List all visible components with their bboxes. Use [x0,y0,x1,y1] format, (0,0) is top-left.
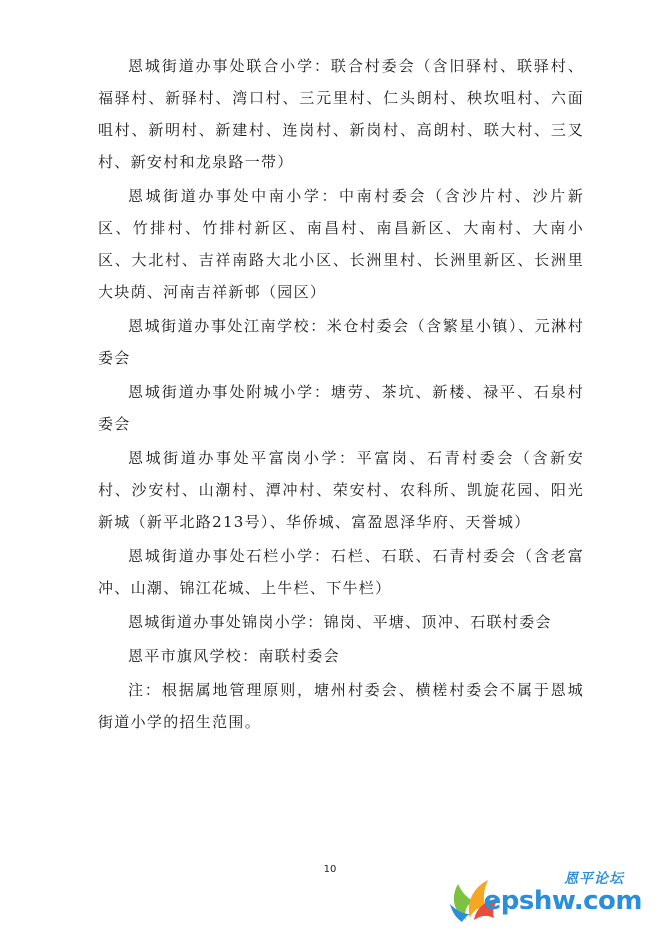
paragraph-qifeng-school: 恩平市旗风学校：南联村委会 [128,647,340,665]
paragraph-lianhe-school: 恩城街道办事处联合小学：联合村委会（含旧驿村、联驿村、福驿村、新驿村、湾口村、三元里村、仁头朗村、秧坎咀村、六面咀村、新明村、新建村、连岗村、新岗村、高朗村、联大村、三叉村、新安村和龙泉路一带） [98,57,584,171]
paragraph-note: 注：根据属地管理原则，塘州村委会、横槎村委会不属于恩城街道小学的招生范围。 [98,681,584,731]
paragraph-pingfugang-school: 恩城街道办事处平富岗小学：平富岗、石青村委会（含新安村、沙安村、山潮村、潭冲村、荣安村、农科所、凯旋花园、阳光新城（新平北路213号）、华侨城、富盈恩泽华府、天誉城） [98,449,584,531]
page-number: 10 [323,864,337,875]
document-body [98,50,584,740]
paragraph-shilan-school: 恩城街道办事处石栏小学：石栏、石联、石青村委会（含老富冲、山潮、锦江花城、上牛栏、下牛栏） [98,547,584,597]
paragraph-jiangnan-school: 恩城街道办事处江南学校：米仓村委会（含繁星小镇）、元淋村委会 [98,317,584,367]
watermark-domain: epshw.com [483,886,642,916]
paragraph-fucheng-school: 恩城街道办事处附城小学：塘劳、茶坑、新楼、禄平、石泉村委会 [98,383,584,433]
site-watermark-logo [436,862,646,926]
paragraph-zhongnan-school: 恩城街道办事处中南小学：中南村委会（含沙片村、沙片新区、竹排村、竹排村新区、南昌村、南昌新区、大南村、大南小区、大北村、吉祥南路大北小区、长洲里村、长洲里新区、长洲里大块荫、河南吉祥新邨（园区） [98,187,584,301]
paragraph-jingang-school: 恩城街道办事处锦岗小学：锦岗、平塘、顶冲、石联村委会 [128,613,552,631]
watermark-title: 恩平论坛 [564,871,624,887]
